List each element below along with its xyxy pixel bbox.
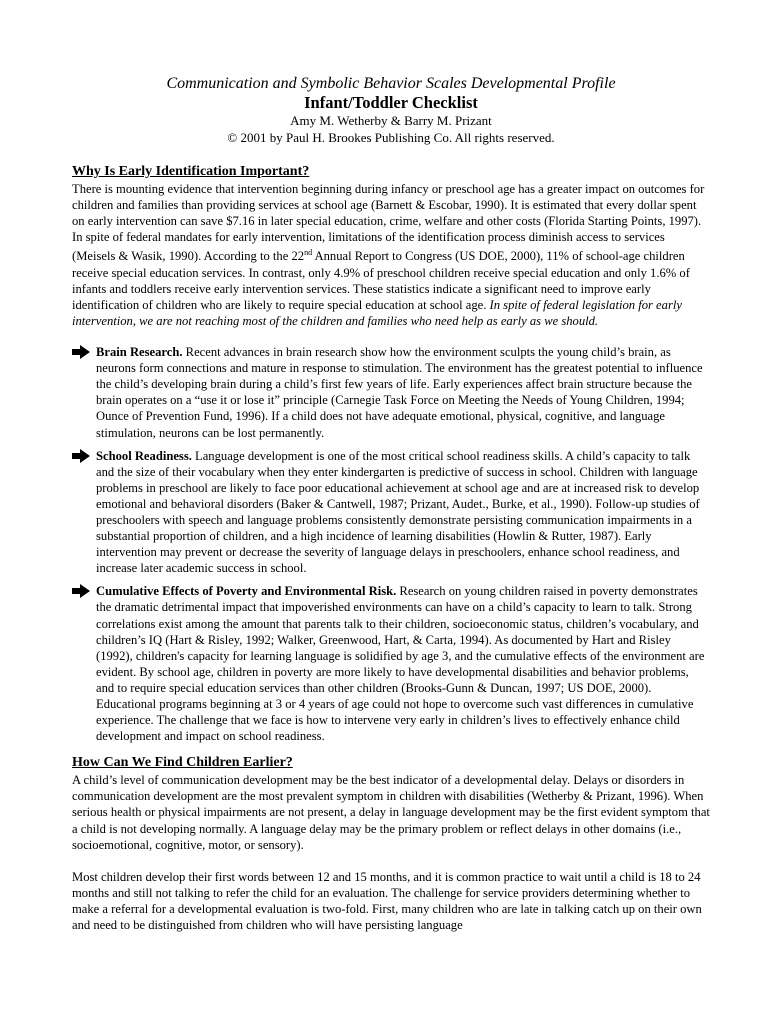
arrow-right-icon	[72, 344, 96, 441]
section-heading-early-identification: Why Is Early Identification Important?	[72, 164, 310, 179]
intro-italic-text: In spite of federal legislation for early intervention, we are not reaching most of the children and families who need help as early as we should.	[72, 297, 682, 328]
bullet-body: Language development is one of the most critical school readiness skills. A child’s capacity to talk and the size of their vocabulary when they enter kindergarten is predictive of success in school. Children with language problems in preschool are likely to face poor educational achievement at school age and are at increased risk to develop emotional and behavioral disorders (Baker & Cantwell, 1987; Prizant, Audet., Burke, et al., 1990). Follow-up studies of preschoolers with speech and language problems consistently demonstrate persisting communication impairments in a substantial proportion of children, and a high incidence of learning disabilities (Howlin & Rutter, 1987). Early intervention may prevent or decrease the severity of language delays in preschoolers, enhance school readiness, and increase later academic success in school.	[96, 448, 700, 576]
bullet-lead: Brain Research.	[96, 345, 183, 360]
section-heading-find-earlier: How Can We Find Children Earlier?	[72, 755, 293, 771]
bullet-text	[96, 344, 710, 441]
bullet-lead: School Readiness.	[96, 448, 192, 463]
find-earlier-paragraph-2: Most children develop their first words between 12 and 15 months, and it is common practice to wait until a child is 18 to 24 months and still not talking to refer the child for an evaluation. The challenge for service providers determining whether to make a referral for a developmental evaluation is two-fold. First, many children who are late in talking catch up on their own and need to be distinguished from children who will have persisting language	[72, 869, 702, 933]
find-earlier-paragraph-1: A child’s level of communication development may be the best indicator of a developmental delay. Delays or disorders in communication development are the most prevalent symptom in children with disabilities (Wetherby & Prizant, 1996). When serious health or physical impairments are not present, a delay in language development may be the first evident symptom that a child is not developing normally. A language delay may be the primary problem or reflect delays in other domains (i.e., socioemotional, cognitive, motor, or sensory).	[72, 773, 710, 852]
bullet-text	[96, 448, 710, 577]
bullet-poverty-risk	[72, 583, 710, 744]
arrow-right-icon	[72, 583, 96, 744]
bullet-body: Research on young children raised in poverty demonstrates the dramatic detrimental impact that impoverished environments can have on a child’s capacity to learn to talk. Strong correlations exist among the amount that parents talk to their children, socioeconomic status, children’s vocabulary, and children’s IQ (Hart & Risley, 1992; Walker, Greenwood, Hart, & Carta, 1994). As documented by Hart and Risley (1992), children's capacity for learning language is solidified by age 3, and the cumulative effects of the environment are evident. By school age, children in poverty are more likely to have developmental disabilities and behavior problems, and to require special education services than other children (Brooks-Gunn & Duncan, 1997; US DOE, 2000). Educational programs beginning at 3 or 4 years of age could not hope to overcome such vast differences in cumulative experience. The challenge that we face is how to intervene very early in children’s lives to effectively enhance child development and impact on school readiness.	[96, 584, 705, 744]
copyright-line: © 2001 by Paul H. Brookes Publishing Co. All rights reserved.	[227, 130, 555, 145]
document-header	[72, 74, 710, 146]
authors-line: Amy M. Wetherby & Barry M. Prizant	[290, 113, 492, 128]
bullet-brain-research	[72, 344, 710, 441]
bullet-body: Recent advances in brain research show how the environment sculpts the young child’s brain, as neurons form connections and mature in response to stimulation. The environment has the greatest potential to influence the child’s developing brain during a child’s first few years of life. Early experiences affect brain structure because the brain operates on a “use it or lose it” principle (Carnegie Task Force on Meeting the Needs of Young Children, 1994; Ounce of Prevention Fund, 1996). If a child does not have adequate emotional, physical, cognitive, and language stimulation, neurons can be lost permanently.	[96, 345, 703, 440]
checklist-title: Infant/Toddler Checklist	[304, 93, 478, 112]
bullet-text	[96, 583, 710, 744]
bullet-school-readiness	[72, 448, 710, 577]
intro-text-a: There is mounting evidence that intervention beginning during infancy or preschool age has a greater impact on outcomes for children and families than providing services at school age (Barnett & Escobar, 1990). It is estimated that every dollar spent on early intervention can save $7.16 in later special education, crime, welfare and other costs (Florida Starting Points, 1997). In spite of federal mandates for early intervention, limitations of the identification process diminish access to services (Meisels & Wasik, 1990). According to the 22	[72, 182, 705, 264]
intro-text-b: Annual Report to Congress (US DOE, 2000), 11% of school-age children receive special education services. In contrast, only 4.9% of preschool children receive special education and only 1.6% of infants and toddlers receive early intervention services. These statistics indicate a significant need to improve early identification of children who are likely to require special education at school age.	[72, 249, 690, 312]
profile-title: Communication and Symbolic Behavior Scales Developmental Profile	[166, 75, 616, 92]
bullet-lead: Cumulative Effects of Poverty and Environmental Risk.	[96, 584, 397, 599]
arrow-right-icon	[72, 448, 96, 577]
ordinal-superscript: nd	[304, 248, 313, 258]
intro-paragraph	[72, 181, 710, 329]
